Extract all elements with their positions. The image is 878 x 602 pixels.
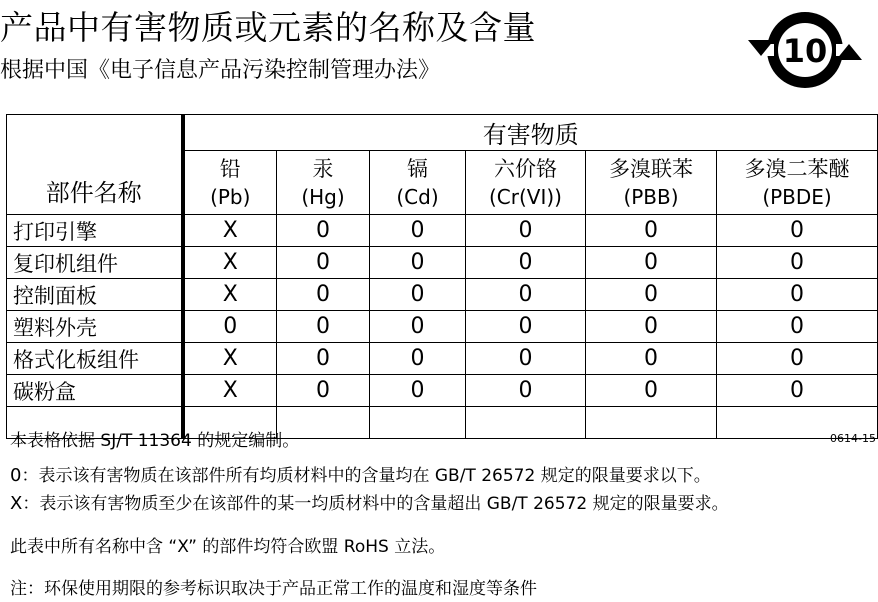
substance-name: 镉 (407, 156, 428, 181)
efup-recycle-arrows-icon (748, 6, 862, 94)
part-name-cell: 碳粉盒 (7, 375, 183, 407)
substance-name: 汞 (312, 156, 334, 181)
value-cell: X (183, 247, 277, 279)
table-row (7, 343, 878, 375)
value-cell: 0 (466, 311, 586, 343)
substance-header-pbde (717, 151, 878, 215)
value-cell: 0 (717, 247, 878, 279)
value-cell: 0 (183, 311, 277, 343)
note-zero-meaning (10, 465, 711, 487)
value-cell: 0 (277, 247, 370, 279)
value-cell: 0 (370, 343, 466, 375)
substance-header-cd (370, 151, 466, 215)
x-mark: X (10, 493, 23, 514)
hazard-substance-table (6, 114, 878, 439)
value-cell: 0 (466, 247, 586, 279)
note-x-meaning (10, 493, 729, 515)
part-name-header: 部件名称 (7, 115, 183, 215)
value-cell: 0 (466, 343, 586, 375)
part-name-cell: 控制面板 (7, 279, 183, 311)
substance-header-pbb (586, 151, 717, 215)
table-row (7, 279, 878, 311)
substance-name: 铅 (219, 156, 241, 181)
hazardous-substances-header: 有害物质 (183, 115, 878, 151)
value-cell: 0 (586, 247, 717, 279)
value-cell: 0 (586, 311, 717, 343)
page-subtitle: 根据中国《电子信息产品污染控制管理办法》 (0, 58, 441, 83)
part-name-cell: 打印引擎 (7, 215, 183, 247)
value-cell: 0 (277, 215, 370, 247)
value-cell: X (183, 215, 277, 247)
substance-header-pb (183, 151, 277, 215)
value-cell: 0 (586, 375, 717, 407)
table-row (7, 375, 878, 407)
value-cell: X (183, 343, 277, 375)
note-epup: 注：环保使用期限的参考标识取决于产品正常工作的温度和湿度等条件 (10, 579, 537, 599)
substance-symbol: (Cr(VI)) (489, 184, 562, 209)
substance-symbol: (Cd) (396, 184, 439, 209)
value-cell: 0 (466, 279, 586, 311)
value-cell: 0 (370, 247, 466, 279)
value-cell: 0 (717, 311, 878, 343)
value-cell (370, 407, 466, 439)
efup-period-text: 10 (782, 32, 828, 70)
value-cell: 0 (466, 375, 586, 407)
value-cell: 0 (466, 215, 586, 247)
part-name-cell: 格式化板组件 (7, 343, 183, 375)
value-cell: 0 (586, 279, 717, 311)
table-row (7, 247, 878, 279)
part-name-cell: 复印机组件 (7, 247, 183, 279)
substance-header-cr6 (466, 151, 586, 215)
document-code: 0614-15 (830, 432, 876, 445)
value-cell: 0 (717, 279, 878, 311)
substance-symbol: (PBDE) (762, 184, 832, 209)
table-row (7, 311, 878, 343)
value-cell: 0 (277, 279, 370, 311)
x-mark-text: ：表示该有害物质至少在该部件的某一均质材料中的含量超出 GB/T 26572 规定的限量要求。 (22, 494, 729, 514)
part-name-cell: 塑料外壳 (7, 311, 183, 343)
value-cell: 0 (370, 375, 466, 407)
value-cell (466, 407, 586, 439)
value-cell (586, 407, 717, 439)
value-cell: 0 (370, 279, 466, 311)
substance-symbol: (Hg) (301, 184, 345, 209)
value-cell: X (183, 279, 277, 311)
value-cell: 0 (277, 375, 370, 407)
value-cell: 0 (370, 311, 466, 343)
substance-symbol: (Pb) (210, 184, 251, 209)
value-cell: 0 (370, 215, 466, 247)
substance-name: 六价铬 (494, 156, 557, 181)
value-cell: 0 (586, 343, 717, 375)
value-cell: 0 (277, 311, 370, 343)
note-rohs: 此表中所有名称中含 “X” 的部件均符合欧盟 RoHS 立法。 (10, 537, 446, 557)
zero-mark-text: ：表示该有害物质在该部件所有均质材料中的含量均在 GB/T 26572 规定的限量要求以下。 (21, 466, 711, 486)
zero-mark: 0 (10, 465, 22, 486)
value-cell: X (183, 375, 277, 407)
value-cell: 0 (717, 343, 878, 375)
note-standard: 本表格依据 SJ/T 11364 的规定编制。 (10, 431, 300, 451)
substance-symbol: (PBB) (623, 184, 679, 209)
substance-header-hg (277, 151, 370, 215)
substance-name: 多溴二苯醚 (744, 156, 850, 181)
page-title: 产品中有害物质或元素的名称及含量 (0, 8, 536, 47)
substance-name: 多溴联苯 (609, 156, 693, 181)
value-cell: 0 (277, 343, 370, 375)
value-cell: 0 (717, 375, 878, 407)
value-cell: 0 (586, 215, 717, 247)
value-cell: 0 (717, 215, 878, 247)
table-row (7, 215, 878, 247)
